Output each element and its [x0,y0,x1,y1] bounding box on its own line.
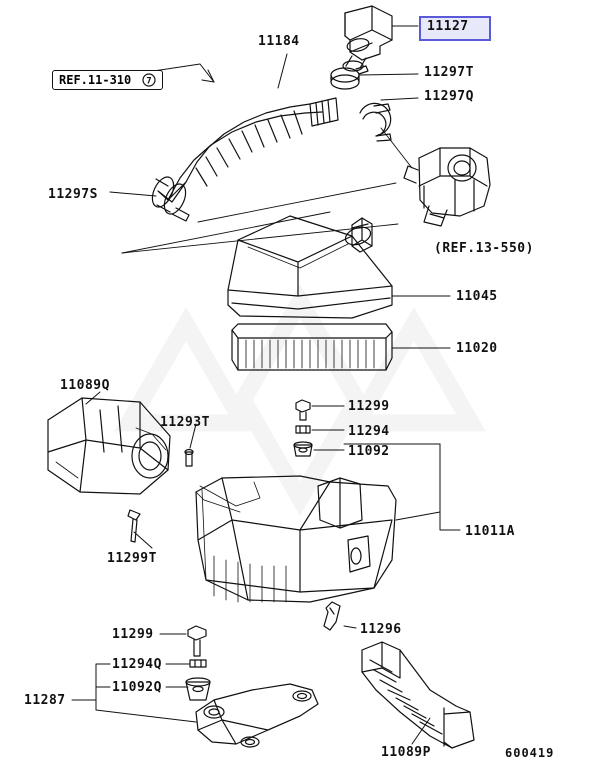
part-11092Q [186,678,210,700]
label-11184: 11184 [258,34,300,49]
label-11297Q: 11297Q [424,89,474,104]
label-11299T: 11299T [107,551,157,566]
label-11092Q: 11092Q [112,680,162,695]
ref-box-11-310-label: REF.11-310 [59,73,132,87]
part-11127 [343,6,392,71]
part-11045 [228,216,392,318]
part-11293T [185,450,193,467]
label-11089P: 11089P [381,745,431,760]
part-11299T [128,510,140,542]
label-11297T: 11297T [424,65,474,80]
label-ref-13-550[interactable]: (REF.13-550) [434,241,534,256]
label-11089Q: 11089Q [60,378,110,393]
svg-text:7: 7 [146,76,153,87]
label-11297S: 11297S [48,187,98,202]
part-11011A [196,476,396,602]
circle-7-icon [142,73,156,87]
part-11294Q [190,660,206,667]
label-11287: 11287 [24,693,66,708]
label-11293T: 11293T [160,415,210,430]
part-11299-a [296,400,310,420]
part-11092 [294,442,312,456]
part-11297T [331,66,368,89]
label-11296: 11296 [360,622,402,637]
label-11045: 11045 [456,289,498,304]
label-11011A: 11011A [465,524,515,539]
diagram-code: 600419 [505,746,555,760]
part-throttle-body [352,148,490,252]
part-11294 [296,426,310,433]
part-11089P [362,642,474,748]
label-11294Q: 11294Q [112,657,162,672]
label-11020: 11020 [456,341,498,356]
highlight-label: 11127 [427,19,469,34]
ref-box-11-310[interactable] [52,70,163,90]
highlighted-part-11127[interactable] [419,16,491,41]
label-11092: 11092 [348,444,390,459]
part-11020 [232,324,392,370]
part-11184 [158,98,338,202]
part-11299-b [188,626,206,656]
label-11299-a: 11299 [348,399,390,414]
part-11089Q [48,398,170,494]
label-11299-b: 11299 [112,627,154,642]
part-11296 [324,602,340,630]
part-11287 [196,684,318,747]
label-11294: 11294 [348,424,390,439]
